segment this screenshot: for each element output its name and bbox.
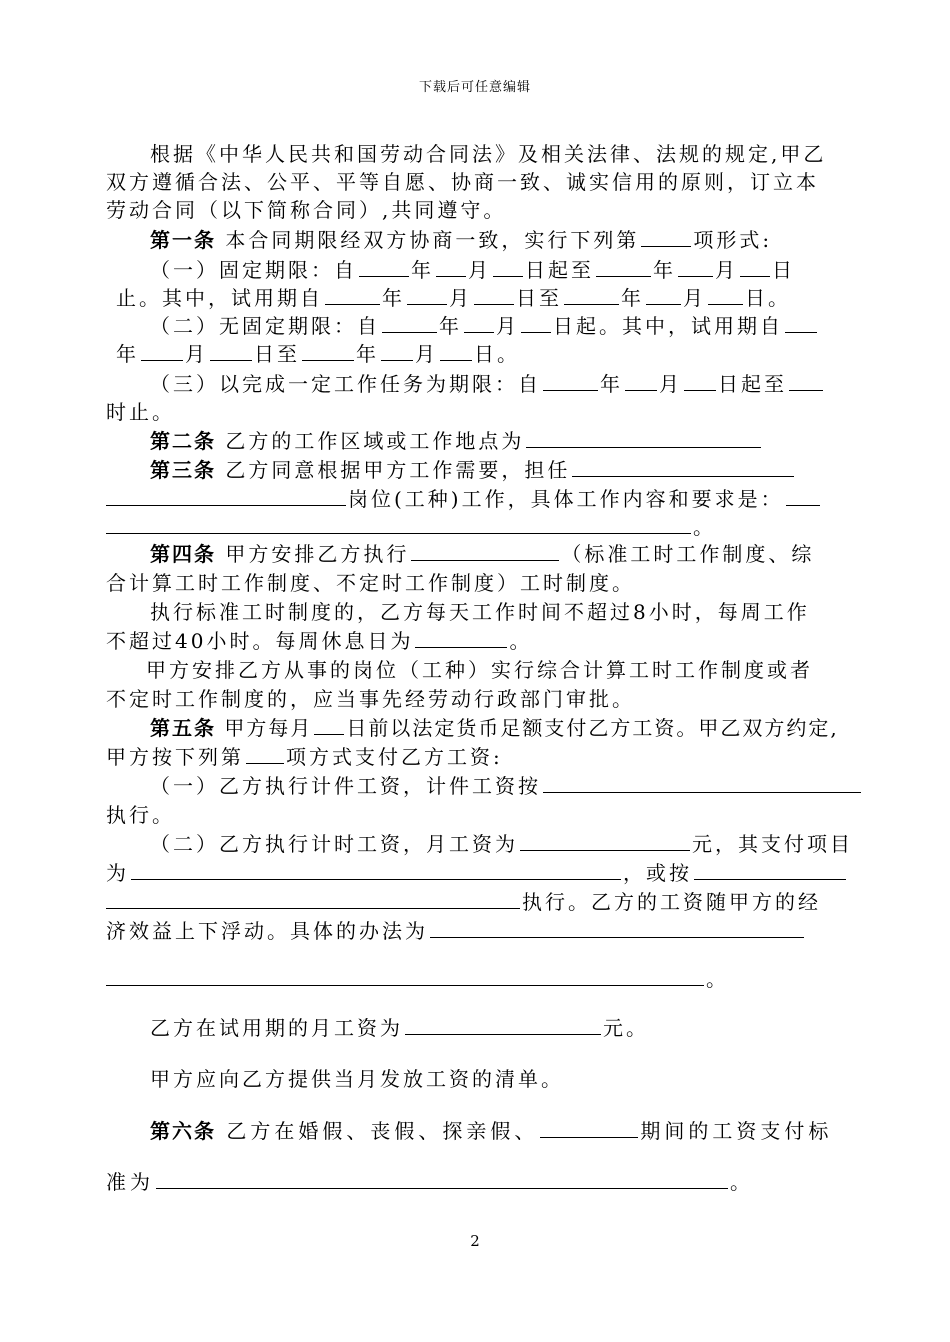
blank-field[interactable]	[543, 372, 598, 391]
article-6-line-b: 准为 。	[106, 1170, 754, 1194]
blank-field[interactable]	[540, 1119, 638, 1138]
article-2-line: 第二条 乙方的工作区域或工作地点为	[150, 428, 763, 454]
blank-field[interactable]	[436, 258, 466, 277]
paragraph-line: 双方遵循合法、公平、平等自愿、协商一致、诚实信用的原则，订立本	[106, 170, 819, 194]
blank-field[interactable]	[526, 429, 761, 448]
blank-field[interactable]	[785, 314, 817, 333]
article-4-line: 第四条 甲方安排乙方执行 （标准工时工作制度、综	[150, 542, 815, 566]
blank-field[interactable]	[106, 515, 691, 534]
article-4-line-b: 合计算工时工作制度、不定时工作制度）工时制度。	[106, 571, 635, 595]
blank-field[interactable]	[106, 890, 520, 909]
article-1-clause-3: （三）以完成一定工作任务为期限：自 年 月 日起至	[150, 371, 825, 397]
blank-field[interactable]	[302, 342, 354, 361]
blank-field[interactable]	[411, 542, 559, 561]
article-1-clause-2b: 年 月 日至 年 月 日。	[116, 342, 520, 366]
blank-field[interactable]	[106, 487, 346, 506]
article-3-line-c: 。	[106, 514, 716, 540]
article-5-clause-2: （二）乙方执行计时工资，月工资为 元，其支付项目	[150, 832, 853, 856]
article-5-title: 第五条	[150, 716, 216, 740]
blank-field[interactable]	[440, 342, 472, 361]
page-header: 下载后可任意编辑	[418, 80, 531, 95]
blank-field[interactable]	[641, 228, 691, 247]
article-6-line: 第六条 乙方在婚假、丧假、探亲假、 期间的工资支付标	[150, 1119, 833, 1143]
article-6-title: 第六条	[150, 1119, 216, 1143]
probation-salary-line: 乙方在试用期的月工资为 元。	[150, 1016, 649, 1040]
blank-field[interactable]	[415, 629, 507, 648]
paragraph-line: 劳动合同（以下简称合同）,共同遵守。	[106, 198, 507, 222]
article-5-clause-2d: 济效益上下浮动。具体的办法为	[106, 918, 806, 944]
article-5-clause-1: （一）乙方执行计件工资，计件工资按	[150, 773, 863, 799]
blank-field[interactable]	[314, 716, 344, 735]
blank-field[interactable]	[740, 258, 770, 277]
blank-field[interactable]	[246, 745, 284, 764]
article-4-line-c: 执行标准工时制度的，乙方每天工作时间不超过8小时，每周工作	[150, 600, 810, 624]
blank-field[interactable]	[596, 258, 651, 277]
article-5-clause-2e: 。	[106, 966, 729, 992]
article-1-clause-3b: 时止。	[106, 400, 175, 424]
article-4-line-e: 甲方安排乙方从事的岗位（工种）实行综合计算工时工作制度或者	[146, 658, 813, 682]
blank-field[interactable]	[141, 342, 183, 361]
blank-field[interactable]	[407, 286, 447, 305]
article-5-clause-1b: 执行。	[106, 803, 175, 827]
article-1-line: 第一条 本合同期限经双方协商一致，实行下列第 项形式:	[150, 228, 773, 252]
blank-field[interactable]	[646, 286, 681, 305]
page-number: 2	[470, 1232, 480, 1250]
article-2-title: 第二条	[150, 429, 216, 453]
paragraph-line: 根据《中华人民共和国劳动合同法》及相关法律、法规的规定,甲乙	[150, 142, 827, 166]
article-1-clause-1: （一）固定期限：自 年 月 日起至 年 月 日	[150, 258, 795, 282]
blank-field[interactable]	[430, 919, 804, 938]
salary-slip-line: 甲方应向乙方提供当月发放工资的清单。	[150, 1067, 564, 1091]
blank-field[interactable]	[521, 314, 551, 333]
blank-field[interactable]	[564, 286, 619, 305]
article-4-title: 第四条	[150, 542, 216, 566]
blank-field[interactable]	[786, 487, 820, 506]
blank-field[interactable]	[464, 314, 494, 333]
blank-field[interactable]	[474, 286, 514, 305]
blank-field[interactable]	[106, 967, 704, 986]
article-1-title: 第一条	[150, 228, 216, 252]
blank-field[interactable]	[789, 372, 823, 391]
blank-field[interactable]	[359, 258, 409, 277]
blank-field[interactable]	[684, 372, 716, 391]
blank-field[interactable]	[210, 342, 252, 361]
blank-field[interactable]	[325, 286, 380, 305]
blank-field[interactable]	[156, 1170, 728, 1189]
article-1-clause-1b: 止。其中，试用期自 年 月 日至 年 月 日。	[116, 286, 791, 310]
blank-field[interactable]	[382, 314, 437, 333]
blank-field[interactable]	[405, 1016, 601, 1035]
article-5-clause-2c: 执行。乙方的工资随甲方的经	[106, 889, 821, 915]
article-5-line: 第五条 甲方每月 日前以法定货币足额支付乙方工资。甲乙双方约定,	[150, 716, 839, 740]
article-3-title: 第三条	[150, 458, 216, 482]
article-3-line: 第三条 乙方同意根据甲方工作需要，担任	[150, 457, 796, 483]
article-3-line-b: 岗位(工种)工作，具体工作内容和要求是：	[106, 486, 822, 512]
blank-field[interactable]	[708, 286, 743, 305]
blank-field[interactable]	[625, 372, 657, 391]
article-5-line-b: 甲方按下列第 项方式支付乙方工资:	[106, 745, 503, 769]
blank-field[interactable]	[572, 458, 794, 477]
article-4-line-f: 不定时工作制度的，应当事先经劳动行政部门审批。	[106, 687, 635, 711]
blank-field[interactable]	[520, 832, 690, 851]
blank-field[interactable]	[543, 774, 861, 793]
blank-field[interactable]	[381, 342, 413, 361]
blank-field[interactable]	[493, 258, 523, 277]
blank-field[interactable]	[678, 258, 713, 277]
blank-field[interactable]	[131, 861, 621, 880]
article-4-line-d: 不超过40小时。每周休息日为 。	[106, 629, 533, 653]
article-1-clause-2: （二）无固定期限：自 年 月 日起。其中，试用期自	[150, 313, 819, 339]
article-5-clause-2b: 为 ，或按	[106, 860, 848, 886]
blank-field[interactable]	[694, 861, 846, 880]
